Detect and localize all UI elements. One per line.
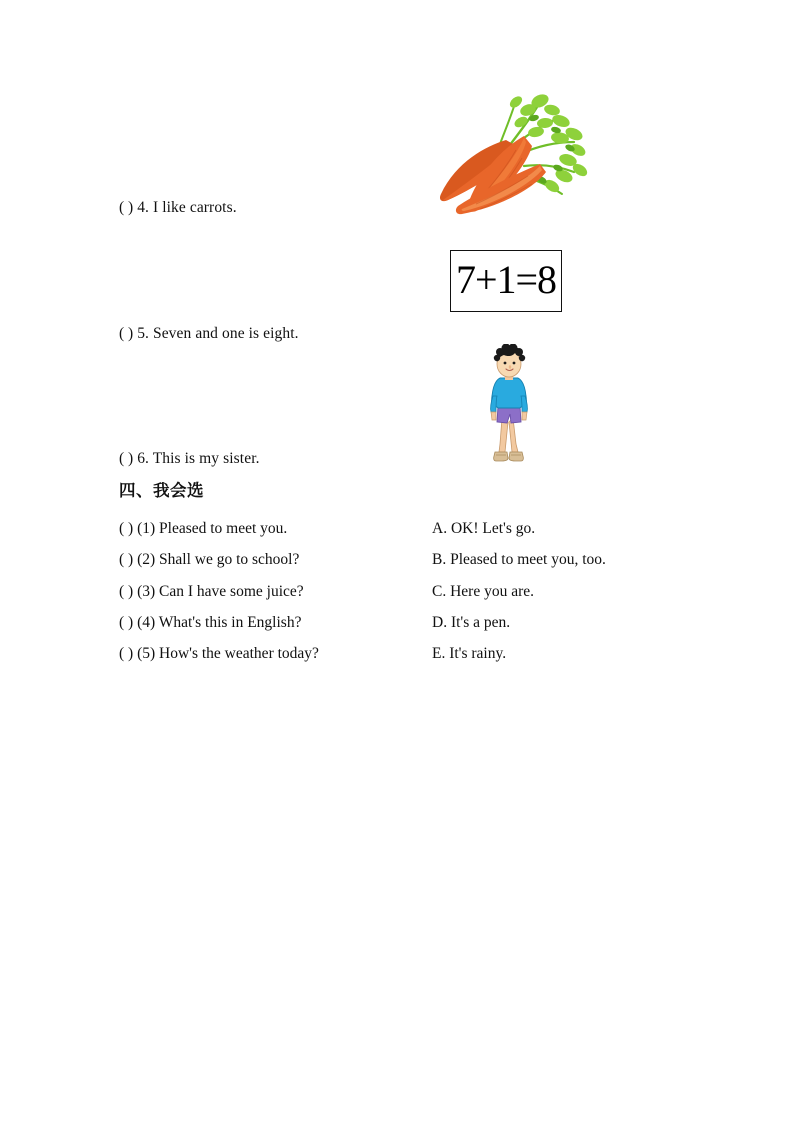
true-false-item-5 bbox=[119, 324, 299, 344]
match-question-3-text: (3) Can I have some juice? bbox=[137, 583, 304, 600]
carrots-illustration bbox=[428, 88, 590, 216]
match-question-1 bbox=[119, 519, 287, 539]
match-option-a: A. OK! Let's go. bbox=[432, 520, 536, 537]
true-false-item-6-text: 6. This is my sister. bbox=[137, 450, 260, 467]
answer-blank-4[interactable]: ( ) bbox=[119, 199, 134, 216]
match-option-c: C. Here you are. bbox=[432, 583, 534, 600]
match-question-2-text: (2) Shall we go to school? bbox=[137, 551, 300, 568]
math-equation-text: 7+1=8 bbox=[455, 257, 557, 302]
boy-illustration bbox=[480, 344, 538, 468]
match-question-1-text: (1) Pleased to meet you. bbox=[137, 520, 288, 537]
math-card-illustration bbox=[450, 250, 562, 312]
match-option-b: B. Pleased to meet you, too. bbox=[432, 551, 606, 568]
match-question-5 bbox=[119, 644, 319, 664]
true-false-item-5-text: 5. Seven and one is eight. bbox=[137, 325, 299, 342]
true-false-item-6 bbox=[119, 449, 260, 469]
match-answer-blank-2[interactable]: ( ) bbox=[119, 551, 134, 568]
match-question-4 bbox=[119, 613, 301, 633]
match-answer-blank-4[interactable]: ( ) bbox=[119, 614, 134, 631]
match-question-4-text: (4) What's this in English? bbox=[137, 614, 302, 631]
match-question-2 bbox=[119, 550, 299, 570]
answer-blank-6[interactable]: ( ) bbox=[119, 450, 134, 467]
true-false-item-4-text: 4. I like carrots. bbox=[137, 199, 237, 216]
section-heading: 四、我会选 bbox=[119, 481, 204, 500]
true-false-item-4 bbox=[119, 198, 237, 218]
match-question-3 bbox=[119, 582, 304, 602]
match-answer-blank-3[interactable]: ( ) bbox=[119, 583, 134, 600]
match-option-d: D. It's a pen. bbox=[432, 614, 511, 631]
match-question-5-text: (5) How's the weather today? bbox=[137, 645, 319, 662]
answer-blank-5[interactable]: ( ) bbox=[119, 325, 134, 342]
match-option-e: E. It's rainy. bbox=[432, 645, 507, 662]
match-answer-blank-5[interactable]: ( ) bbox=[119, 645, 134, 662]
match-answer-blank-1[interactable]: ( ) bbox=[119, 520, 134, 537]
